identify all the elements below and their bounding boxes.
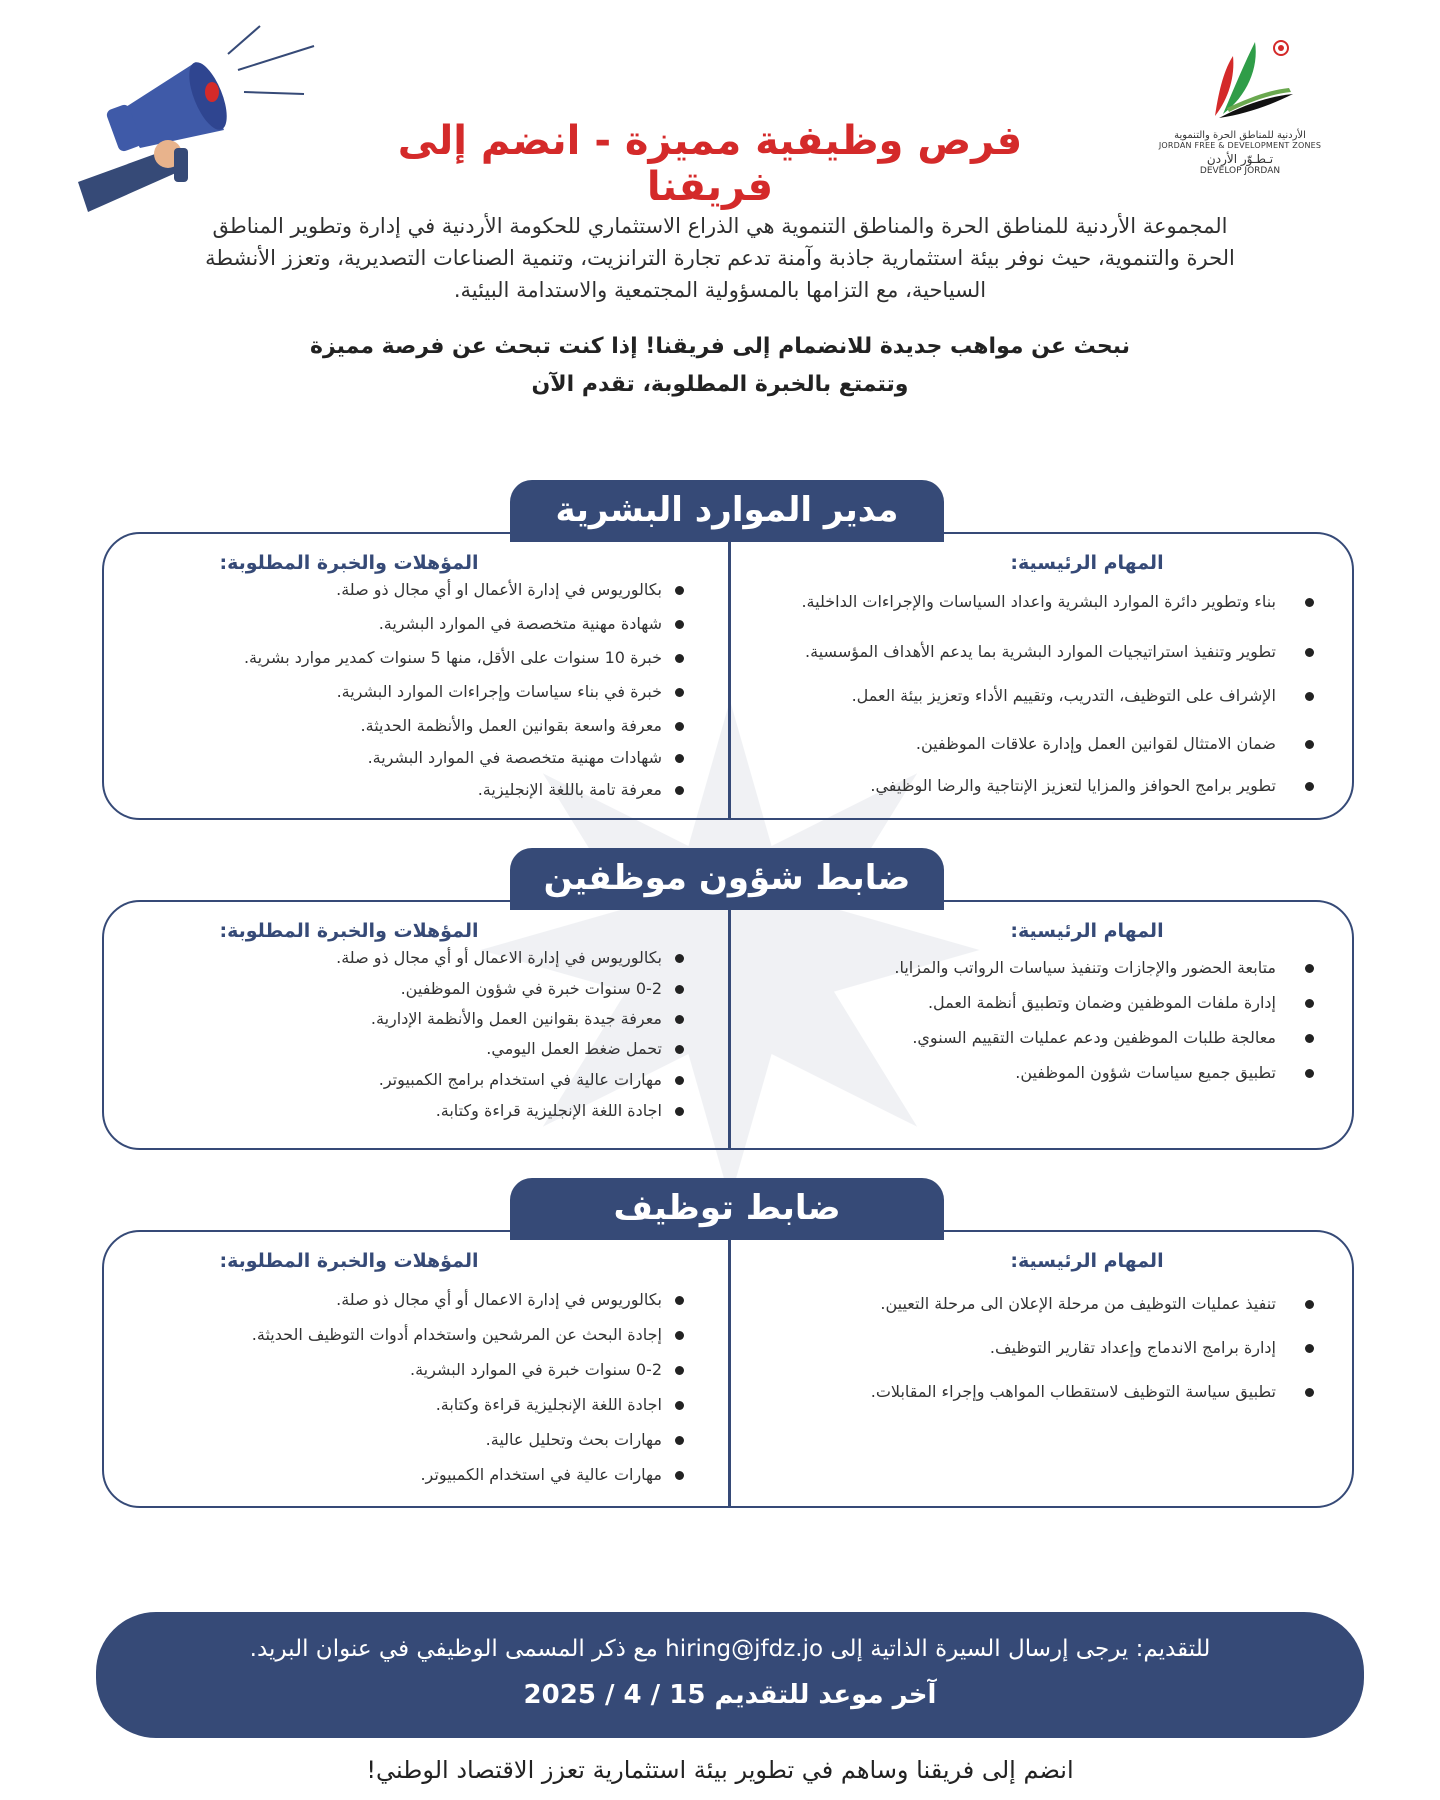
list-item: تحمل ضغط العمل اليومي. bbox=[162, 1039, 662, 1059]
qualifications-list bbox=[134, 1290, 724, 1485]
bullet-icon bbox=[675, 1401, 684, 1410]
megaphone-icon bbox=[78, 22, 328, 212]
bullet-icon bbox=[675, 1366, 684, 1375]
qualifications-heading: المؤهلات والخبرة المطلوبة: bbox=[219, 920, 479, 942]
logo-tag-ar: تـطـوّر الأردن bbox=[1206, 152, 1274, 166]
logo-name-ar: الأردنية للمناطق الحرة والتنموية bbox=[1174, 130, 1306, 141]
email-link[interactable]: hiring@jfdz.jo bbox=[665, 1636, 824, 1662]
deadline: آخر موعد للتقديم 15 / 4 / 2025 bbox=[523, 1680, 937, 1710]
apply-banner bbox=[96, 1612, 1364, 1738]
qualifications-heading: المؤهلات والخبرة المطلوبة: bbox=[219, 1250, 479, 1272]
bullet-icon bbox=[675, 985, 684, 994]
list-item: ضمان الامتثال لقوانين العمل وإدارة علاقات الموظفين. bbox=[732, 734, 1322, 754]
list-item: بكالوريوس في إدارة الاعمال أو أي مجال ذو صلة. bbox=[162, 1290, 662, 1310]
call-line-2: وتتمتع بالخبرة المطلوبة، تقدم الآن bbox=[531, 372, 909, 397]
bullet-icon bbox=[1305, 782, 1314, 791]
list-item: شهادات مهنية متخصصة في الموارد البشرية. bbox=[162, 748, 662, 768]
bullet-icon bbox=[675, 754, 684, 763]
tasks-list bbox=[732, 592, 1322, 796]
column-divider bbox=[728, 1232, 731, 1506]
logo-emblem-icon bbox=[1185, 28, 1295, 124]
bullet-icon bbox=[675, 1471, 684, 1480]
list-item: معالجة طلبات الموظفين ودعم عمليات التقييم السنوي. bbox=[732, 1028, 1322, 1048]
apply-instructions bbox=[96, 1636, 1364, 1662]
bullet-icon bbox=[675, 1436, 684, 1445]
list-item: اجادة اللغة الإنجليزية قراءة وكتابة. bbox=[162, 1395, 662, 1415]
qualifications-column bbox=[134, 920, 724, 1121]
bullet-icon bbox=[1305, 1069, 1314, 1078]
list-item: بناء وتطوير دائرة الموارد البشرية واعداد السياسات والإجراءات الداخلية. bbox=[732, 592, 1322, 612]
bullet-icon bbox=[1305, 740, 1314, 749]
column-divider bbox=[728, 534, 731, 818]
list-item: خبرة في بناء سياسات وإجراءات الموارد البشرية. bbox=[162, 682, 662, 702]
page-title: فرص وظيفية مميزة - انضم إلى فريقنا bbox=[397, 118, 1023, 210]
tasks-heading: المهام الرئيسية: bbox=[1010, 1250, 1164, 1272]
bullet-icon bbox=[1305, 1034, 1314, 1043]
tasks-list bbox=[732, 1294, 1322, 1402]
bullet-icon bbox=[675, 620, 684, 629]
qualifications-list bbox=[134, 948, 724, 1121]
list-item: تطوير وتنفيذ استراتيجيات الموارد البشرية بما يدعم الأهداف المؤسسية. bbox=[732, 642, 1322, 662]
tasks-column bbox=[732, 1250, 1322, 1402]
intro-paragraph: المجموعة الأردنية للمناطق الحرة والمناطق التنموية هي الذراع الاستثماري للحكومة الأردنية في إدارة وتطوير المناطق الحرة والتنموية، حيث نوفر بيئة استثمارية جاذبة وآمنة تدعم تجارة الترانزيت، وتنمية الصناعات التصديرية، وتعزز الأنشطة السياحية، مع التزامها بالمسؤولية المجتمعية والاستدامة البيئية. bbox=[205, 214, 1235, 302]
job-title-tab: ضابط شؤون موظفين bbox=[510, 848, 944, 910]
list-item: الإشراف على التوظيف، التدريب، وتقييم الأداء وتعزيز بيئة العمل. bbox=[732, 686, 1322, 706]
bullet-icon bbox=[675, 1045, 684, 1054]
bullet-icon bbox=[675, 654, 684, 663]
closing-line: انضم إلى فريقنا وساهم في تطوير بيئة استثمارية تعزز الاقتصاد الوطني! bbox=[366, 1756, 1074, 1784]
tasks-heading: المهام الرئيسية: bbox=[1010, 552, 1164, 574]
job-card bbox=[102, 1230, 1354, 1508]
bullet-icon bbox=[675, 1015, 684, 1024]
tasks-list bbox=[732, 958, 1322, 1083]
bullet-icon bbox=[1305, 999, 1314, 1008]
bullet-icon bbox=[675, 586, 684, 595]
call-to-action bbox=[270, 328, 1170, 404]
company-logo bbox=[1150, 28, 1330, 188]
list-item: إجادة البحث عن المرشحين واستخدام أدوات التوظيف الحديثة. bbox=[162, 1325, 662, 1345]
bullet-icon bbox=[675, 722, 684, 731]
bullet-icon bbox=[1305, 1388, 1314, 1397]
bullet-icon bbox=[1305, 1344, 1314, 1353]
bullet-icon bbox=[675, 1331, 684, 1340]
qualifications-column bbox=[134, 552, 724, 800]
bullet-icon bbox=[1305, 1300, 1314, 1309]
list-item: معرفة تامة باللغة الإنجليزية. bbox=[162, 780, 662, 800]
job-card bbox=[102, 900, 1354, 1150]
bullet-icon bbox=[1305, 648, 1314, 657]
bullet-icon bbox=[675, 1296, 684, 1305]
apply-prefix: للتقديم: يرجى إرسال السيرة الذاتية إلى bbox=[830, 1636, 1211, 1662]
qualifications-column bbox=[134, 1250, 724, 1485]
list-item: تطوير برامج الحوافز والمزايا لتعزيز الإنتاجية والرضا الوظيفي. bbox=[732, 776, 1322, 796]
list-item: تطبيق جميع سياسات شؤون الموظفين. bbox=[732, 1063, 1322, 1083]
job-title-tab: مدير الموارد البشرية bbox=[510, 480, 944, 542]
list-item: بكالوريوس في إدارة الاعمال أو أي مجال ذو صلة. bbox=[162, 948, 662, 968]
logo-name-en: JORDAN FREE & DEVELOPMENT ZONES bbox=[1158, 141, 1322, 150]
bullet-icon bbox=[1305, 692, 1314, 701]
list-item: شهادة مهنية متخصصة في الموارد البشرية. bbox=[162, 614, 662, 634]
logo-tag-en: DEVELOP JORDAN bbox=[1199, 166, 1281, 176]
list-item: مهارات عالية في استخدام الكمبيوتر. bbox=[162, 1465, 662, 1485]
list-item: خبرة 10 سنوات على الأقل، منها 5 سنوات كمدير موارد بشرية. bbox=[162, 648, 662, 668]
job-title-tab: ضابط توظيف bbox=[510, 1178, 944, 1240]
list-item: 0-2 سنوات خبرة في شؤون الموظفين. bbox=[162, 979, 662, 999]
list-item: تطبيق سياسة التوظيف لاستقطاب المواهب وإجراء المقابلات. bbox=[732, 1382, 1322, 1402]
bullet-icon bbox=[675, 786, 684, 795]
list-item: تنفيذ عمليات التوظيف من مرحلة الإعلان الى مرحلة التعيين. bbox=[732, 1294, 1322, 1314]
call-line-1: نبحث عن مواهب جديدة للانضمام إلى فريقنا! إذا كنت تبحث عن فرصة مميزة bbox=[309, 334, 1131, 359]
bullet-icon bbox=[675, 954, 684, 963]
tasks-column bbox=[732, 552, 1322, 796]
tasks-column bbox=[732, 920, 1322, 1083]
qualifications-list bbox=[134, 580, 724, 800]
apply-suffix: مع ذكر المسمى الوظيفي في عنوان البريد. bbox=[249, 1636, 658, 1662]
bullet-icon bbox=[675, 1107, 684, 1116]
qualifications-heading: المؤهلات والخبرة المطلوبة: bbox=[219, 552, 479, 574]
job-card bbox=[102, 532, 1354, 820]
list-item: 0-2 سنوات خبرة في الموارد البشرية. bbox=[162, 1360, 662, 1380]
bullet-icon bbox=[675, 688, 684, 697]
list-item: معرفة جيدة بقوانين العمل والأنظمة الإدارية. bbox=[162, 1009, 662, 1029]
tasks-heading: المهام الرئيسية: bbox=[1010, 920, 1164, 942]
column-divider bbox=[728, 902, 731, 1148]
bullet-icon bbox=[1305, 964, 1314, 973]
list-item: اجادة اللغة الإنجليزية قراءة وكتابة. bbox=[162, 1101, 662, 1121]
list-item: معرفة واسعة بقوانين العمل والأنظمة الحديثة. bbox=[162, 716, 662, 736]
list-item: مهارات بحث وتحليل عالية. bbox=[162, 1430, 662, 1450]
list-item: متابعة الحضور والإجازات وتنفيذ سياسات الرواتب والمزايا. bbox=[732, 958, 1322, 978]
list-item: مهارات عالية في استخدام برامج الكمبيوتر. bbox=[162, 1070, 662, 1090]
list-item: إدارة برامج الاندماج وإعداد تقارير التوظيف. bbox=[732, 1338, 1322, 1358]
bullet-icon bbox=[675, 1076, 684, 1085]
list-item: إدارة ملفات الموظفين وضمان وتطبيق أنظمة العمل. bbox=[732, 993, 1322, 1013]
list-item: بكالوريوس في إدارة الأعمال او أي مجال ذو صلة. bbox=[162, 580, 662, 600]
bullet-icon bbox=[1305, 598, 1314, 607]
